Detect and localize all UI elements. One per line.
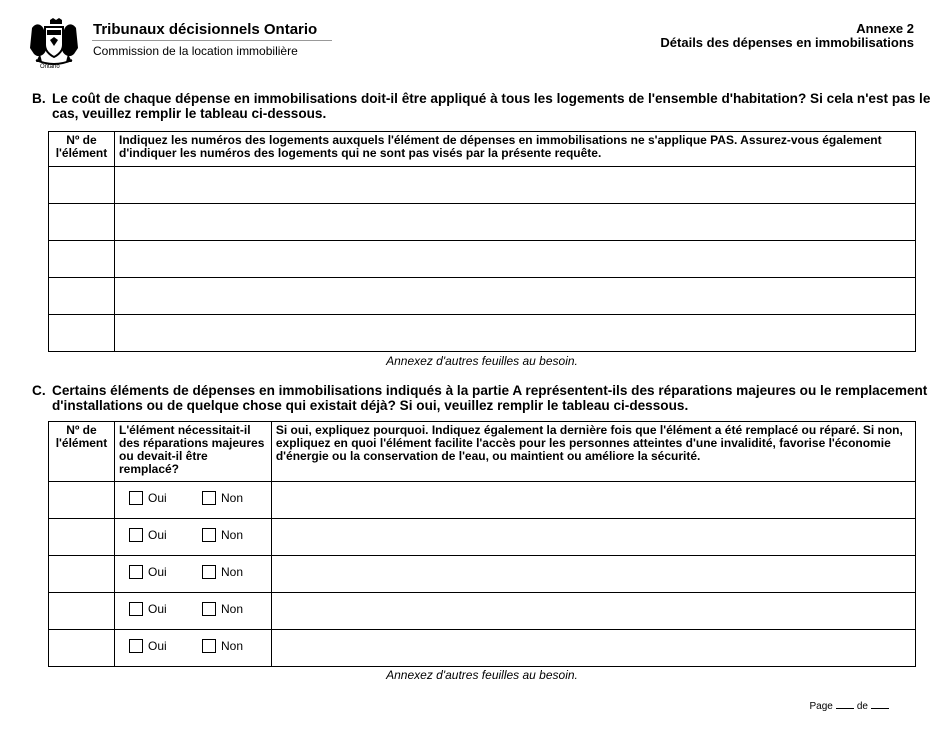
section-b-table [48, 131, 916, 352]
table-row [49, 315, 916, 352]
explanation-field[interactable] [271, 482, 915, 519]
section-c-letter: C. [32, 383, 46, 398]
item-number-field[interactable] [49, 630, 115, 667]
section-c-note: Annexez d'autres feuilles au besoin. [386, 668, 578, 682]
section-c-col-explanation: Si oui, expliquez pourquoi. Indiquez également la dernière fois que l'élément a été remplacé ou réparé. Si non, expliquez en quoi l'élément facilite l'accès pour les personnes atteintes d'une invalidité, favorise l'économie d'énergie ou la conservation de l'eau, ou maintient ou améliore la sécurité. [271, 422, 915, 482]
oui-checkbox[interactable] [129, 528, 143, 542]
item-number-field[interactable] [49, 593, 115, 630]
oui-label: Oui [147, 491, 167, 505]
non-label: Non [220, 491, 243, 505]
oui-checkbox[interactable] [129, 639, 143, 653]
oui-checkbox[interactable] [129, 602, 143, 616]
org-name: Tribunaux décisionnels Ontario [93, 21, 318, 38]
org-subtitle: Commission de la location immobilière [93, 44, 298, 58]
section-b-col-units: Indiquez les numéros des logements auxquels l'élément de dépenses en immobilisations ne s'applique PAS. Assurez-vous également d'indiquer les numéros des logements qui ne sont pas visés par la présente requête. [114, 132, 915, 167]
item-number-field[interactable] [49, 519, 115, 556]
section-b-letter: B. [32, 91, 46, 106]
oui-checkbox[interactable] [129, 565, 143, 579]
table-row [49, 204, 916, 241]
table-row [49, 482, 916, 519]
section-b-question-text: Le coût de chaque dépense en immobilisations doit-il être appliqué à tous les logements de l'ensemble d'habitation? Si cela n'est pas le cas, veuillez remplir le tableau ci-dessous. [52, 91, 931, 121]
of-label: de [856, 701, 868, 712]
oui-label: Oui [147, 602, 167, 616]
units-field[interactable] [114, 241, 915, 278]
section-b-question [0, 91, 950, 123]
item-number-field[interactable] [49, 167, 115, 204]
table-row [49, 519, 916, 556]
section-c-question [0, 383, 950, 415]
non-label: Non [220, 565, 243, 579]
oui-label: Oui [147, 565, 167, 579]
non-checkbox[interactable] [202, 639, 216, 653]
header-divider [92, 40, 332, 41]
oui-label: Oui [147, 528, 167, 542]
units-field[interactable] [114, 315, 915, 352]
page-number [810, 700, 892, 712]
repair-choice [114, 630, 271, 667]
repair-choice [114, 556, 271, 593]
item-number-field[interactable] [49, 556, 115, 593]
section-b-col-item-number: Nº de l'élément [49, 132, 115, 167]
section-b-note: Annexez d'autres feuilles au besoin. [386, 354, 578, 368]
repair-choice [114, 519, 271, 556]
item-number-field[interactable] [49, 315, 115, 352]
units-field[interactable] [114, 278, 915, 315]
units-field[interactable] [114, 167, 915, 204]
non-checkbox[interactable] [202, 491, 216, 505]
table-row [49, 630, 916, 667]
section-c-question-text: Certains éléments de dépenses en immobilisations indiqués à la partie A représentent-ils des réparations majeures ou le remplacement d'installations ou de quelque chose qui existait déjà? Si oui, veuillez remplir le tableau ci-dessous. [52, 383, 928, 413]
item-number-field[interactable] [49, 278, 115, 315]
non-label: Non [220, 528, 243, 542]
section-c-col-item-number: Nº de l'élément [49, 422, 115, 482]
page-total-field[interactable] [871, 700, 889, 709]
non-checkbox[interactable] [202, 565, 216, 579]
page-label: Page [809, 701, 833, 712]
logo-caption: Ontario [40, 64, 60, 70]
explanation-field[interactable] [271, 593, 915, 630]
item-number-field[interactable] [49, 241, 115, 278]
non-checkbox[interactable] [202, 528, 216, 542]
explanation-field[interactable] [271, 519, 915, 556]
section-c-table [48, 421, 916, 667]
page-number-field[interactable] [836, 700, 854, 709]
repair-choice [114, 593, 271, 630]
table-row [49, 278, 916, 315]
explanation-field[interactable] [271, 556, 915, 593]
explanation-field[interactable] [271, 630, 915, 667]
non-label: Non [220, 602, 243, 616]
table-row [49, 593, 916, 630]
section-c-col-repair: L'élément nécessitait-il des réparations majeures ou devait-il être remplacé? [114, 422, 271, 482]
repair-choice [114, 482, 271, 519]
annex-number: Annexe 2 [856, 21, 914, 36]
oui-checkbox[interactable] [129, 491, 143, 505]
non-label: Non [220, 639, 243, 653]
annex-title: Détails des dépenses en immobilisations [660, 35, 914, 50]
table-row [49, 167, 916, 204]
non-checkbox[interactable] [202, 602, 216, 616]
table-row [49, 241, 916, 278]
item-number-field[interactable] [49, 482, 115, 519]
table-row [49, 556, 916, 593]
oui-label: Oui [147, 639, 167, 653]
units-field[interactable] [114, 204, 915, 241]
item-number-field[interactable] [49, 204, 115, 241]
